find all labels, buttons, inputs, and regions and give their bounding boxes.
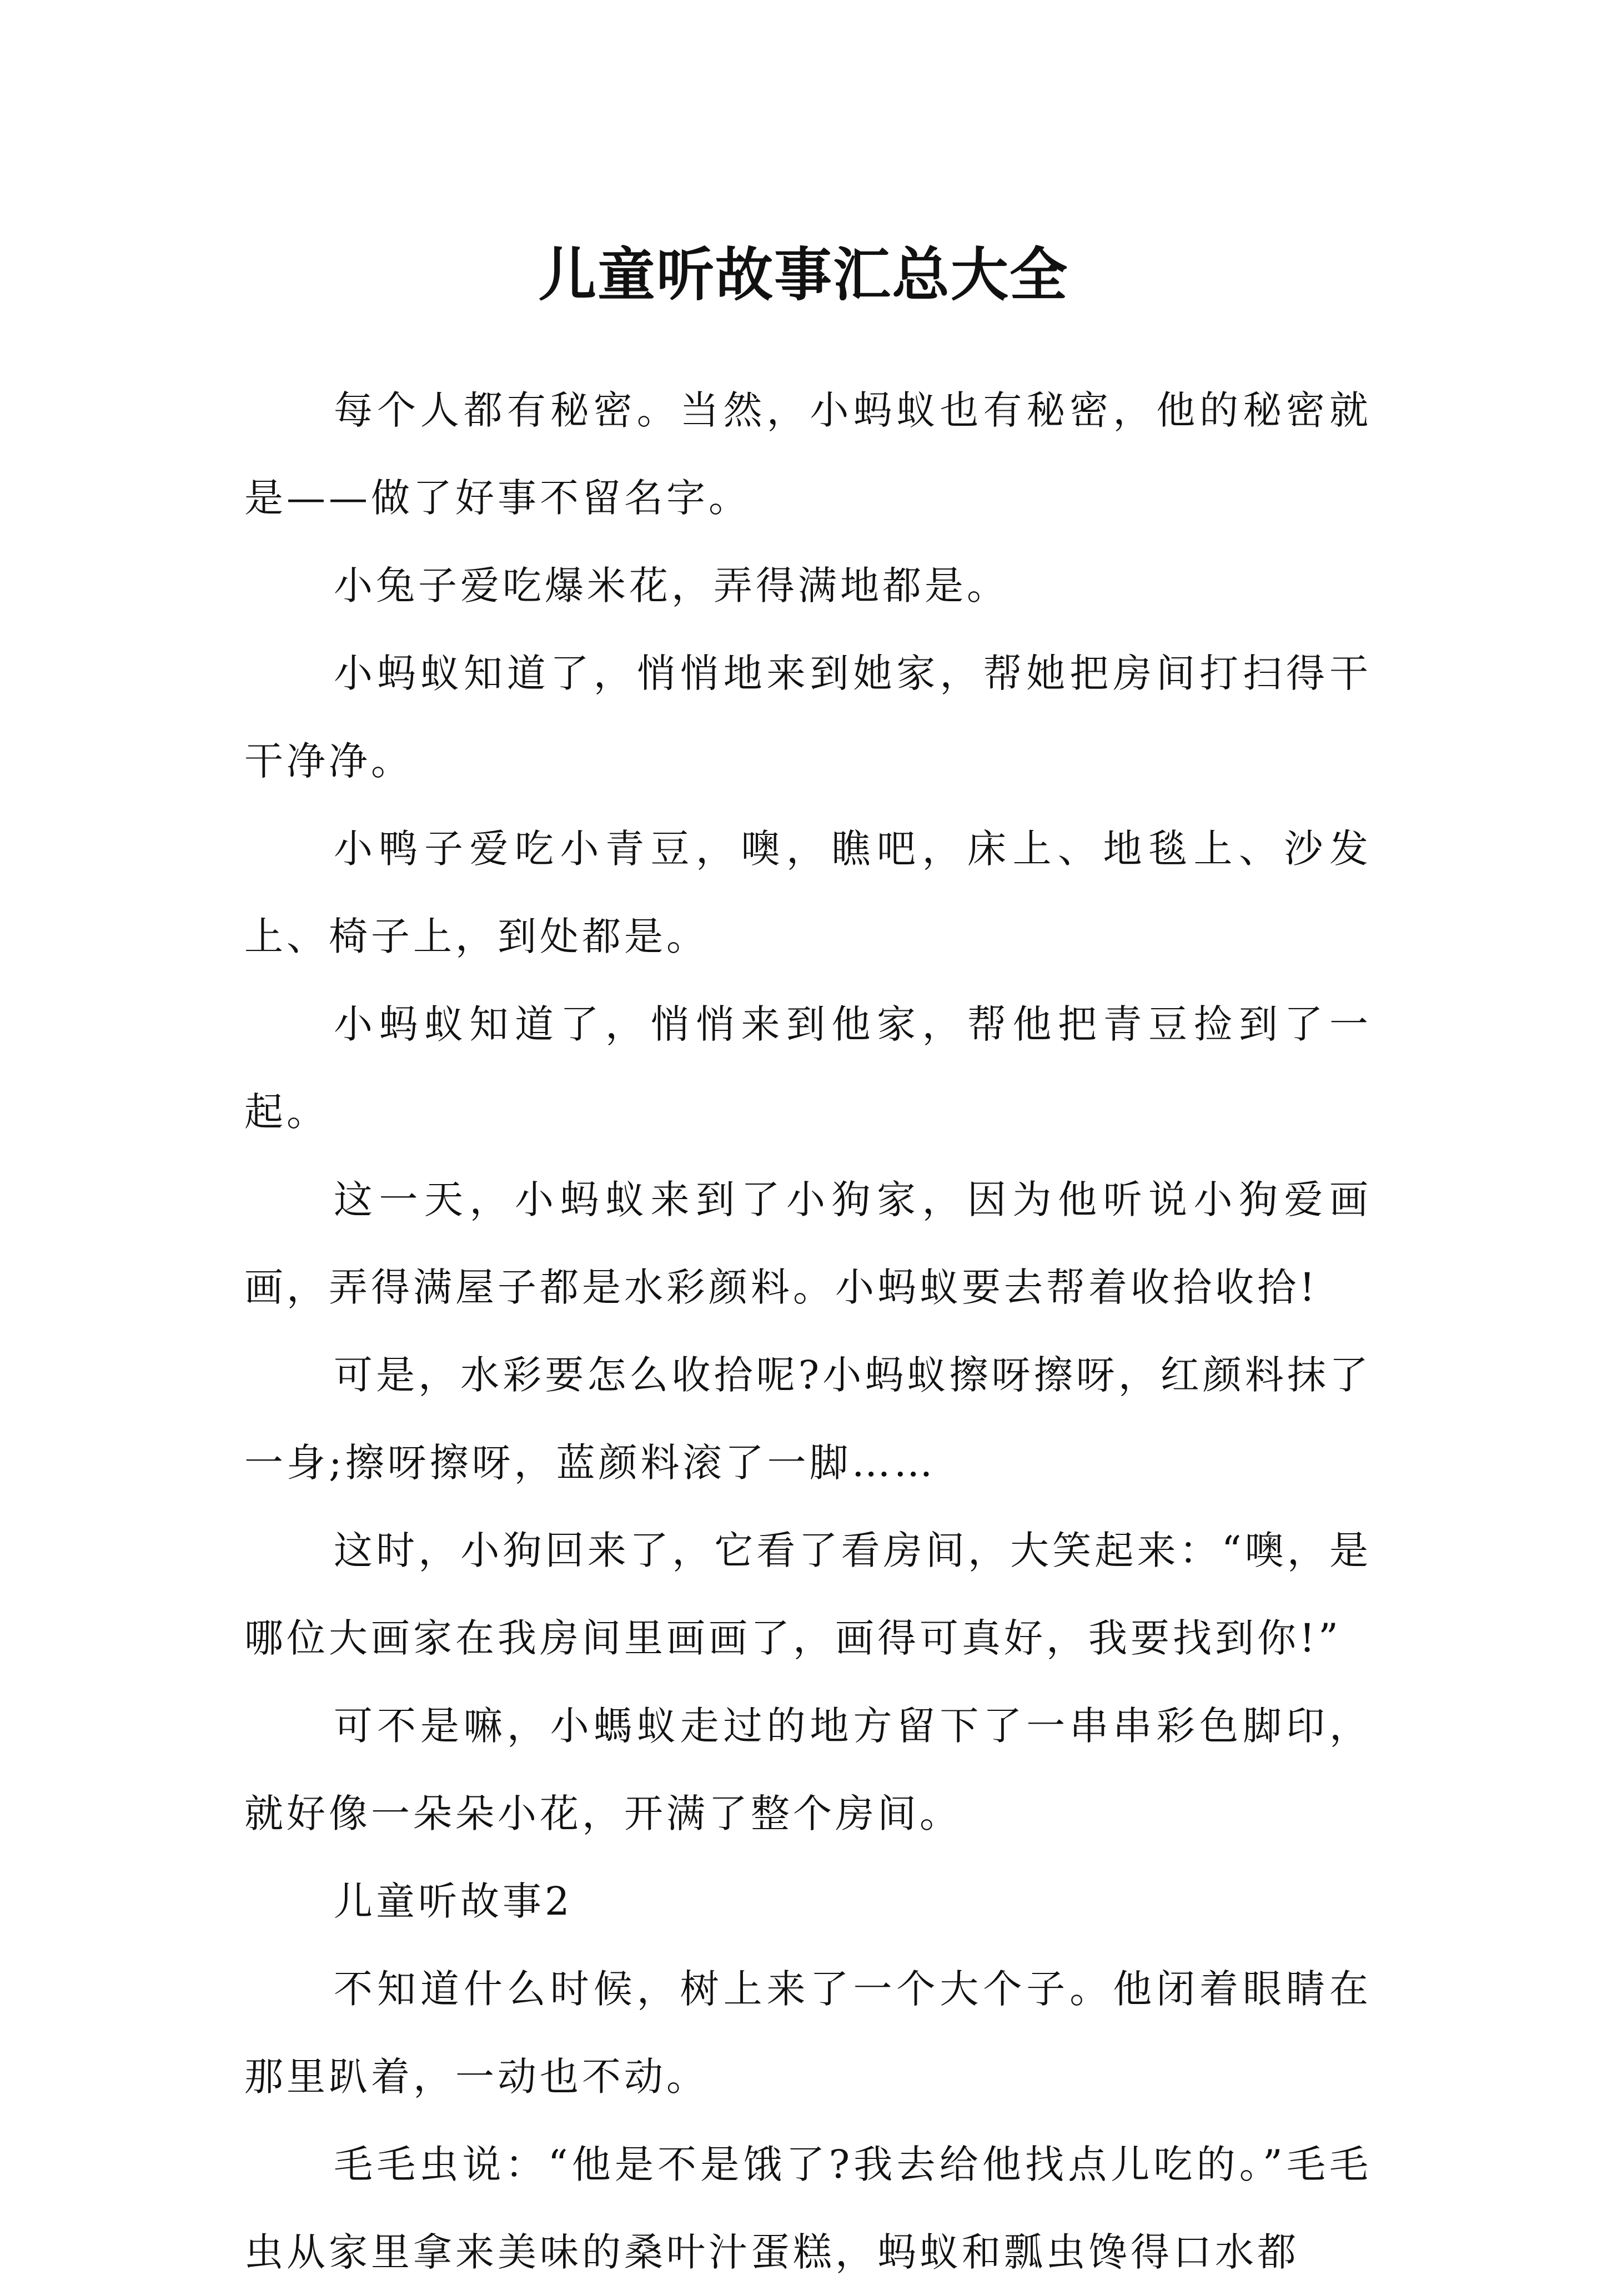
paragraph-7: 可是，水彩要怎么收拾呢?小蚂蚁擦呀擦呀，红颜料抹了一身;擦呀擦呀，蓝颜料滚了一脚…… (244, 1352, 1372, 1486)
section-heading-story-2: 儿童听故事2 (334, 1879, 573, 1924)
paragraph-8: 这时，小狗回来了，它看了看房间，大笑起来：“噢，是哪位大画家在我房间里画画了，画得可真好，我要找到你!” (244, 1528, 1372, 1661)
paragraph-1: 每个人都有秘密。当然，小蚂蚁也有秘密，他的秘密就是——做了好事不留名字。 (244, 387, 1372, 521)
paragraph-2: 小兔子爱吃爆米花，弄得满地都是。 (334, 563, 1009, 608)
paragraph-9: 可不是嘛，小螞蚁走过的地方留下了一串串彩色脚印，就好像一朵朵小花，开满了整个房间。 (244, 1703, 1372, 1836)
paragraph-11: 不知道什么时候，树上来了一个大个子。他闭着眼睛在那里趴着，一动也不动。 (244, 1966, 1372, 2099)
paragraph-5: 小蚂蚁知道了，悄悄来到他家，帮他把青豆捡到了一起。 (244, 1001, 1372, 1135)
document-title: 儿童听故事汇总大全 (538, 240, 1068, 309)
paragraph-12: 毛毛虫说：“他是不是饿了?我去给他找点儿吃的。”毛毛虫从家里拿来美味的桑叶汁蛋糕，蚂蚁和瓢虫馋得口水都 (244, 2142, 1372, 2275)
document-body (244, 366, 1372, 2296)
paragraph-3: 小蚂蚁知道了，悄悄地来到她家，帮她把房间打扫得干干净净。 (244, 651, 1372, 784)
paragraph-6: 这一天，小蚂蚁来到了小狗家，因为他听说小狗爱画画，弄得满屋子都是水彩颜料。小蚂蚁要去帮着收拾收拾! (244, 1177, 1372, 1310)
paragraph-4: 小鸭子爱吃小青豆，噢，瞧吧，床上、地毯上、沙发上、椅子上，到处都是。 (244, 826, 1372, 959)
